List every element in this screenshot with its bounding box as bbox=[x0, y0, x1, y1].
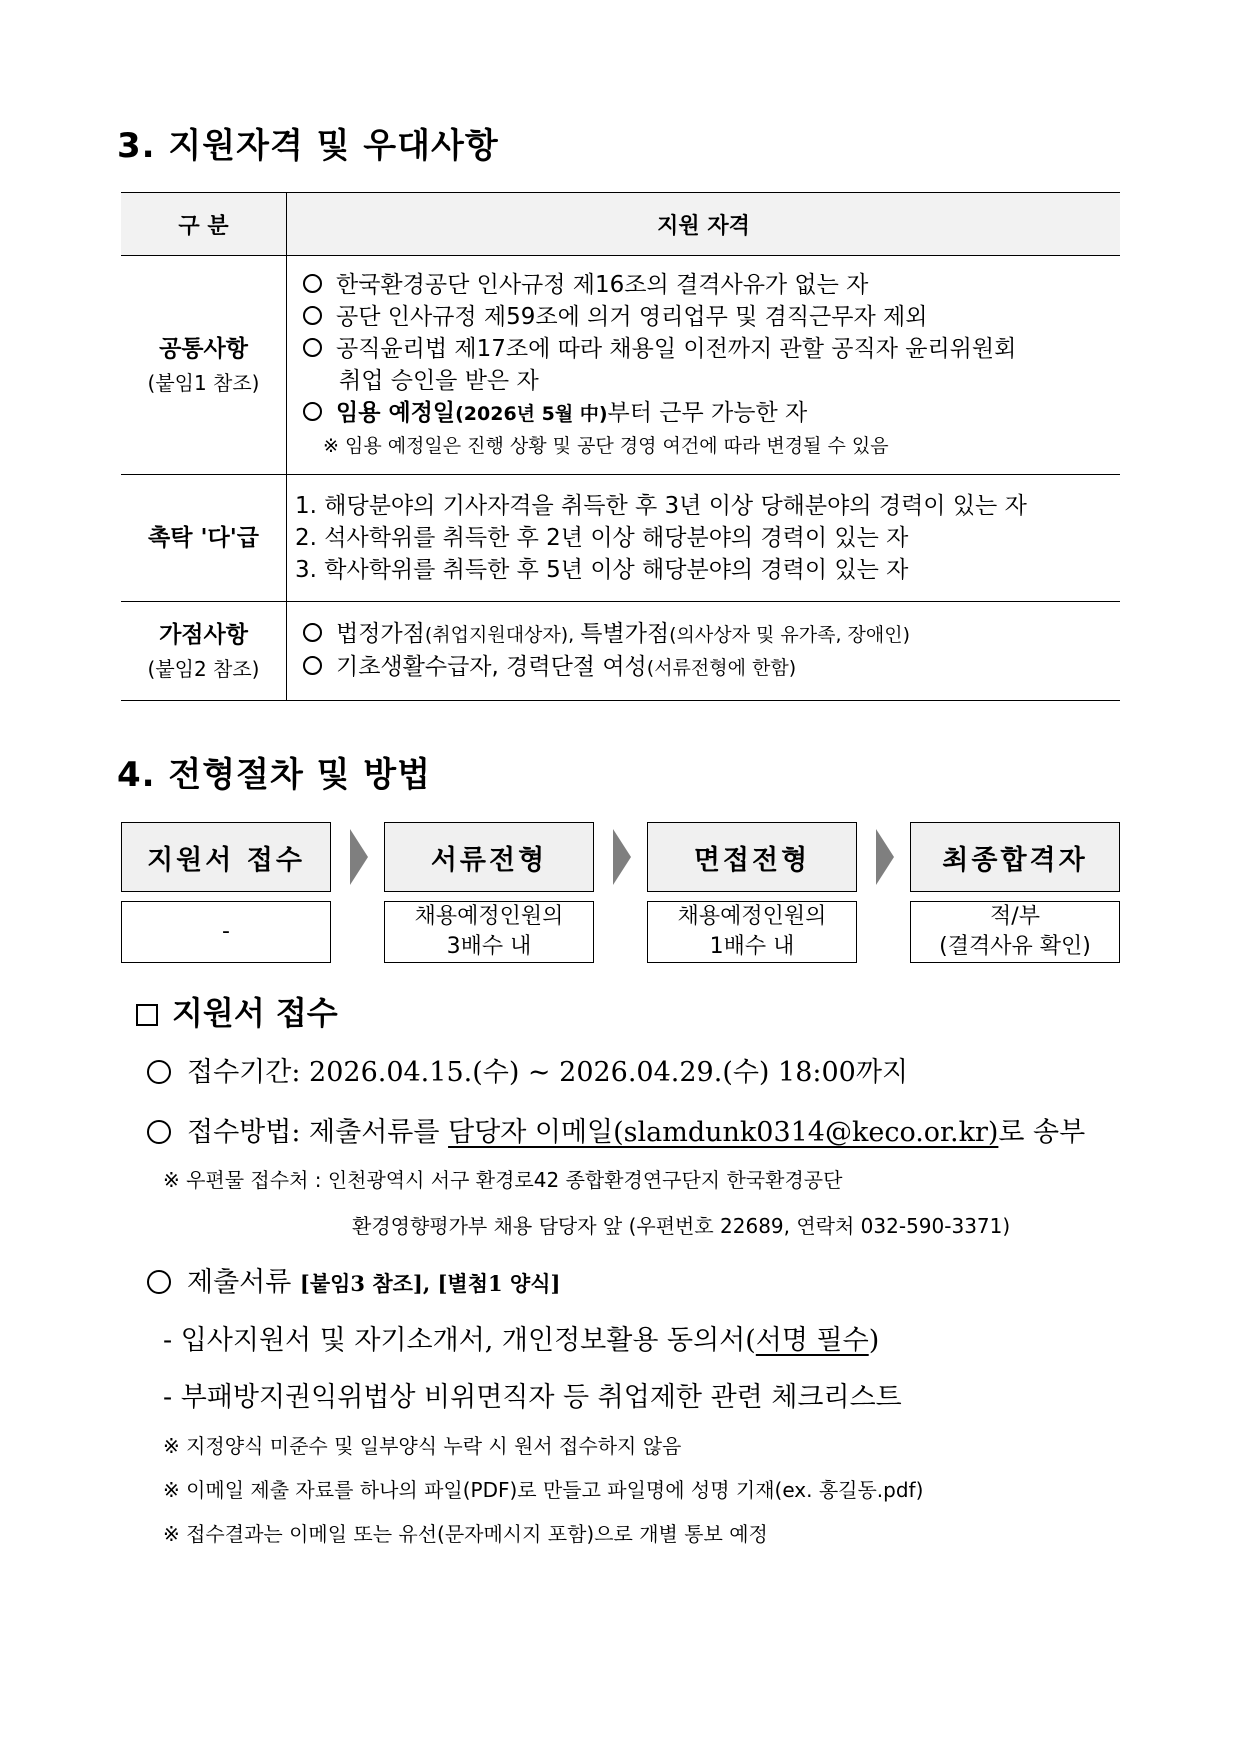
bonus-item: 기초생활수급자, 경력단절 여성(서류전형에 한함) bbox=[303, 651, 1112, 684]
common-note: ※ 임용 예정일은 진행 상황 및 공단 경영 여건에 따라 변경될 수 있음 bbox=[323, 434, 889, 457]
contract-item: 2. 석사학위를 취득한 후 2년 이상 해당분야의 경력이 있는 자 bbox=[295, 525, 909, 551]
application-method: 접수방법: 제출서류를 담당자 이메일(slamdunk0314@keco.or.kr)로 송부 bbox=[147, 1110, 1085, 1149]
common-item-start-date: 임용 예정일(2026년 5월 中)부터 근무 가능한 자 bbox=[303, 397, 1112, 430]
step-final-info: 적/부 (결격사유 확인) bbox=[910, 901, 1120, 963]
bonus-item: 법정가점(취업지원대상자), 특별가점(의사상자 및 유가족, 장애인) bbox=[303, 618, 1112, 651]
row-bonus bbox=[121, 602, 1120, 701]
bonus-category-cell bbox=[121, 602, 287, 701]
circle-bullet-icon bbox=[303, 402, 322, 421]
circle-bullet-icon bbox=[303, 306, 322, 325]
contact-email: 담당자 이메일(slamdunk0314@keco.or.kr) bbox=[448, 1117, 999, 1148]
mail-note-line2: 환경영향평가부 채용 담당자 앞 (우편번호 22689, 연락처 032-590-3371) bbox=[352, 1214, 1011, 1238]
circle-bullet-icon bbox=[303, 656, 322, 675]
section3-title: 3. 지원자격 및 우대사항 bbox=[117, 126, 499, 166]
common-content-cell bbox=[287, 256, 1121, 475]
common-item-continued: 취업 승인을 받은 자 bbox=[339, 367, 539, 394]
step-document-screening: 서류전형 bbox=[384, 822, 594, 892]
application-note: ※ 접수결과는 이메일 또는 유선(문자메시지 포함)으로 개별 통보 예정 bbox=[163, 1522, 768, 1546]
submission-docs: 제출서류 [붙임3 참조], [별첨1 양식] bbox=[147, 1260, 560, 1299]
common-item: 한국환경공단 인사규정 제16조의 결격사유가 없는 자 bbox=[303, 269, 1112, 301]
step-final: 최종합격자 bbox=[910, 822, 1120, 892]
mail-note-line1: ※ 우편물 접수처 : 인천광역시 서구 환경로42 종합환경연구단지 한국환경공단 bbox=[163, 1168, 843, 1192]
step-application-info: - bbox=[121, 901, 331, 963]
step-interview-info: 채용예정인원의 1배수 내 bbox=[647, 901, 857, 963]
common-label: 공통사항 bbox=[159, 336, 248, 362]
common-sub: (붙임1 참조) bbox=[147, 371, 260, 395]
circle-bullet-icon bbox=[147, 1060, 171, 1084]
circle-bullet-icon bbox=[147, 1120, 171, 1144]
doc-item-2: - 부패방지권익위법상 비위면직자 등 취업제한 관련 체크리스트 bbox=[163, 1382, 902, 1413]
table-header-row bbox=[121, 193, 1120, 256]
row-contract bbox=[121, 475, 1120, 602]
bonus-content-cell bbox=[287, 602, 1121, 701]
step-interview: 면접전형 bbox=[647, 822, 857, 892]
circle-bullet-icon bbox=[303, 338, 322, 357]
application-period: 접수기간: 2026.04.15.(수) ~ 2026.04.29.(수) 18:00까지 bbox=[147, 1050, 908, 1089]
qualification-table bbox=[121, 192, 1120, 701]
circle-bullet-icon bbox=[147, 1270, 171, 1294]
circle-bullet-icon bbox=[303, 623, 322, 642]
section4-title: 4. 전형절차 및 방법 bbox=[117, 755, 431, 795]
application-note: ※ 이메일 제출 자료를 하나의 파일(PDF)로 만들고 파일명에 성명 기재(ex. 홍길동.pdf) bbox=[163, 1478, 924, 1502]
common-item: 공직윤리법 제17조에 따라 채용일 이전까지 관할 공직자 윤리위원회 bbox=[303, 333, 1112, 365]
step-application: 지원서 접수 bbox=[121, 822, 331, 892]
header-qualification: 지원 자격 bbox=[287, 193, 1121, 256]
contract-item: 3. 학사학위를 취득한 후 5년 이상 해당분야의 경력이 있는 자 bbox=[295, 557, 909, 583]
arrow-right-icon bbox=[613, 829, 631, 885]
row-common bbox=[121, 256, 1120, 475]
step-document-screening-info: 채용예정인원의 3배수 내 bbox=[384, 901, 594, 963]
circle-bullet-icon bbox=[303, 274, 322, 293]
arrow-right-icon bbox=[876, 829, 894, 885]
doc-item-1: - 입사지원서 및 자기소개서, 개인정보활용 동의서(서명 필수) bbox=[163, 1325, 880, 1356]
contract-item: 1. 해당분야의 기사자격을 취득한 후 3년 이상 당해분야의 경력이 있는 자 bbox=[295, 493, 1027, 519]
contract-category-cell bbox=[121, 475, 287, 602]
application-title: 지원서 접수 bbox=[136, 988, 338, 1034]
contract-label: 촉탁 '다'급 bbox=[148, 525, 259, 551]
bonus-sub: (붙임2 참조) bbox=[147, 657, 260, 681]
header-category: 구 분 bbox=[121, 193, 287, 256]
common-category-cell bbox=[121, 256, 287, 475]
contract-content-cell bbox=[287, 475, 1121, 602]
common-item: 공단 인사규정 제59조에 의거 영리업무 및 겸직근무자 제외 bbox=[303, 301, 1112, 333]
checkbox-square-icon bbox=[136, 1004, 158, 1026]
bonus-label: 가점사항 bbox=[159, 622, 248, 648]
arrow-right-icon bbox=[350, 829, 368, 885]
application-note: ※ 지정양식 미준수 및 일부양식 누락 시 원서 접수하지 않음 bbox=[163, 1434, 682, 1458]
